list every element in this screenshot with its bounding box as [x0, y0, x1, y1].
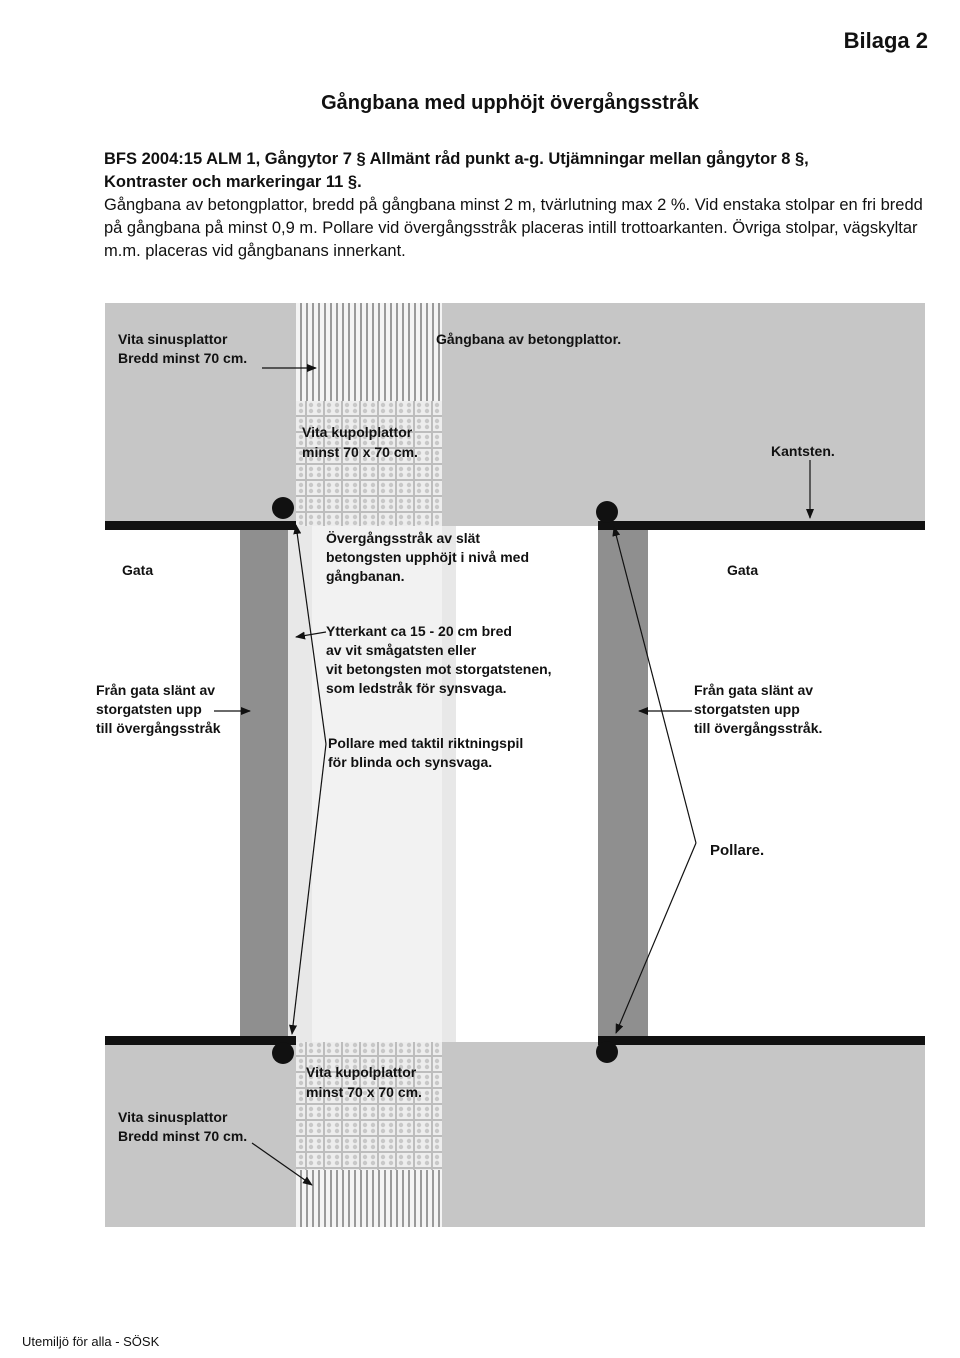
curb-top-right — [598, 521, 925, 530]
curb-bottom-left — [105, 1036, 296, 1045]
intro-regulation-line2: Kontraster och markeringar 11 §. — [104, 173, 362, 191]
label-kupol-bottom-1: Vita kupolplattor — [306, 1064, 417, 1080]
label-kupol-bottom-2: minst 70 x 70 cm. — [306, 1084, 422, 1100]
label-sidewalk-paving: Gångbana av betongplattor. — [436, 331, 622, 347]
label-bollard-tactile-1: Pollare med taktil riktningspil — [328, 735, 524, 751]
label-sinus-bottom-2: Bredd minst 70 cm. — [118, 1128, 248, 1144]
bollard-bottom-right — [596, 1041, 618, 1063]
curb-top-left — [105, 521, 296, 530]
bollard-top-left — [272, 497, 294, 519]
label-ramp-right-2: storgatsten upp — [694, 701, 800, 717]
label-ramp-left-2: storgatsten upp — [96, 701, 202, 717]
label-edge-2: av vit smågatsten eller — [326, 642, 477, 658]
label-street-right: Gata — [727, 562, 759, 578]
intro-description: Gångbana av betongplattor, bredd på gångbana minst 2 m, tvärlutning max 2 %. Vid enstaka stolpar en fri bredd på gångbana på minst 0,9 m. Pollare vid övergångsstråk placeras intill trottoarkanten. Övriga stolpar, vägskyltar m.m. placeras vid gångbanans innerkant. — [104, 196, 923, 260]
curb-bottom-right — [598, 1036, 925, 1045]
bollard-top-right — [596, 501, 618, 523]
label-crossing-1: Övergångsstråk av slät — [326, 530, 481, 546]
label-edge-4: som ledstråk för synsvaga. — [326, 680, 507, 696]
label-curb: Kantsten. — [771, 443, 835, 459]
label-crossing-2: betongsten upphöjt i nivå med — [326, 549, 529, 565]
label-edge-1: Ytterkant ca 15 - 20 cm bred — [326, 623, 512, 639]
page-title: Gångbana med upphöjt övergångsstråk — [321, 92, 699, 114]
footer-text: Utemiljö för alla - SÖSK — [22, 1334, 160, 1349]
label-ramp-right-1: Från gata slänt av — [694, 682, 814, 698]
label-ramp-right-3: till övergångsstråk. — [694, 720, 823, 736]
label-bollard-tactile-2: för blinda och synsvaga. — [328, 754, 493, 770]
kupol-tiles-top — [296, 401, 442, 526]
label-street-left: Gata — [122, 562, 154, 578]
label-ramp-left-1: Från gata slänt av — [96, 682, 216, 698]
appendix-label: Bilaga 2 — [843, 28, 928, 53]
crossing-edge-right — [442, 526, 456, 1042]
bollard-bottom-left — [272, 1042, 294, 1064]
left-ramp — [240, 526, 288, 1042]
label-kupol-top-1: Vita kupolplattor — [302, 424, 413, 440]
label-kupol-top-2: minst 70 x 70 cm. — [302, 444, 418, 460]
intro-regulation-line1: BFS 2004:15 ALM 1, Gångytor 7 § Allmänt råd punkt a-g. Utjämningar mellan gångytor 8 §, — [104, 150, 809, 168]
sinus-tiles-top — [296, 303, 442, 401]
label-ramp-left-3: till övergångsstråk — [96, 720, 221, 736]
label-crossing-3: gångbanan. — [326, 568, 405, 584]
label-sinus-top-1: Vita sinusplattor — [118, 331, 228, 347]
label-sinus-top-2: Bredd minst 70 cm. — [118, 350, 248, 366]
right-ramp — [598, 526, 648, 1042]
label-bollards: Pollare. — [710, 842, 765, 859]
label-edge-3: vit betongsten mot storgatstenen, — [326, 661, 552, 677]
label-sinus-bottom-1: Vita sinusplattor — [118, 1109, 228, 1125]
kupol-tiles-bottom — [296, 1042, 442, 1170]
sinus-tiles-bottom — [296, 1170, 442, 1227]
